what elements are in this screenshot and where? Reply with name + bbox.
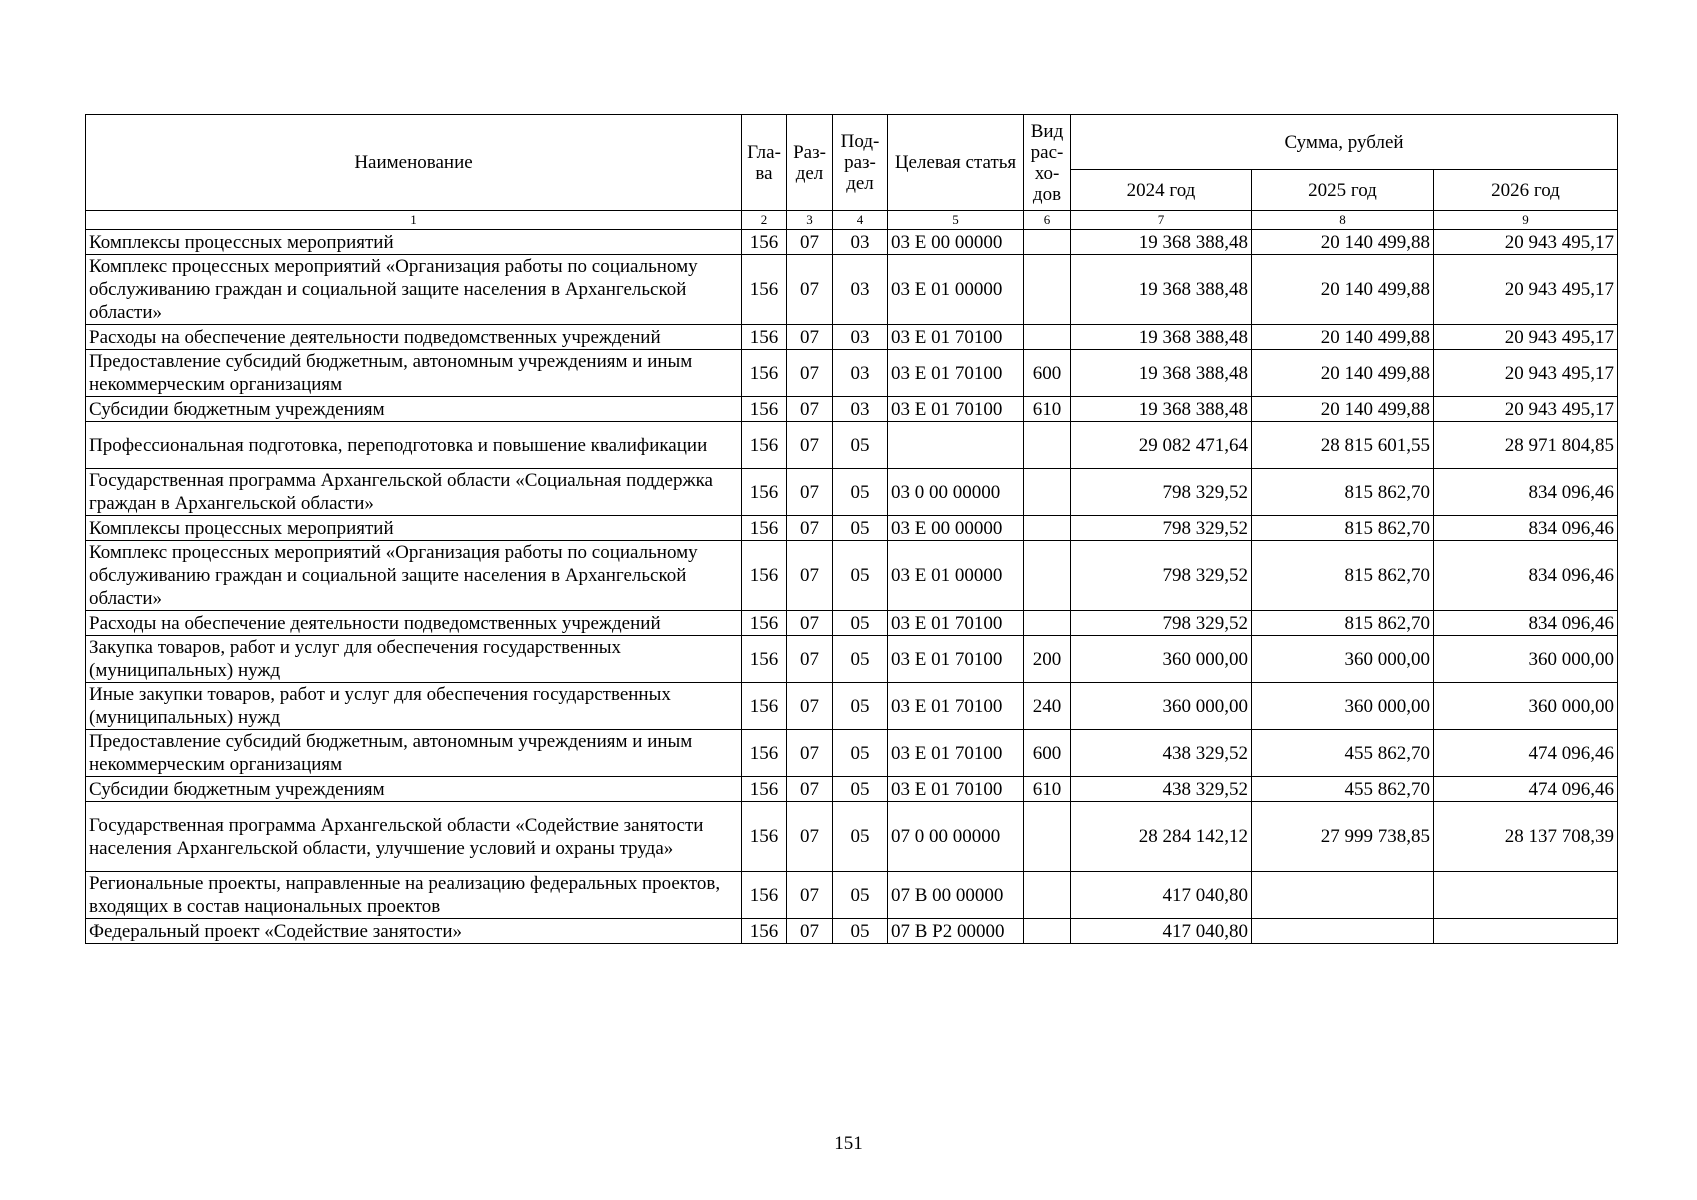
row-chapter: 156 — [742, 350, 787, 397]
column-number: 1 — [86, 211, 742, 230]
row-expense-type — [1024, 255, 1071, 325]
row-amount-2024: 19 368 388,48 — [1071, 325, 1252, 350]
row-amount-2026: 834 096,46 — [1434, 541, 1618, 611]
row-amount-2024: 19 368 388,48 — [1071, 230, 1252, 255]
row-section: 07 — [787, 919, 833, 944]
row-amount-2026: 28 971 804,85 — [1434, 422, 1618, 469]
row-amount-2025: 455 862,70 — [1252, 730, 1434, 777]
column-number: 3 — [787, 211, 833, 230]
row-target-article: 03 Е 01 70100 — [888, 683, 1024, 730]
row-name: Комплексы процессных мероприятий — [86, 230, 742, 255]
row-subsection: 05 — [833, 611, 888, 636]
row-amount-2026: 360 000,00 — [1434, 636, 1618, 683]
row-subsection: 03 — [833, 230, 888, 255]
row-name: Закупка товаров, работ и услуг для обеспечения государственных (муниципальных) нужд — [86, 636, 742, 683]
row-amount-2024: 798 329,52 — [1071, 611, 1252, 636]
table-row — [86, 919, 1618, 944]
row-target-article: 07 0 00 00000 — [888, 802, 1024, 872]
row-amount-2026: 20 943 495,17 — [1434, 397, 1618, 422]
row-amount-2024: 438 329,52 — [1071, 730, 1252, 777]
row-expense-type — [1024, 611, 1071, 636]
column-number: 5 — [888, 211, 1024, 230]
row-subsection: 03 — [833, 255, 888, 325]
row-name: Предоставление субсидий бюджетным, автономным учреждениям и иным некоммерческим организациям — [86, 730, 742, 777]
row-chapter: 156 — [742, 611, 787, 636]
row-amount-2026: 834 096,46 — [1434, 516, 1618, 541]
row-section: 07 — [787, 255, 833, 325]
row-amount-2024: 29 082 471,64 — [1071, 422, 1252, 469]
row-expense-type: 610 — [1024, 397, 1071, 422]
row-target-article: 03 Е 01 70100 — [888, 636, 1024, 683]
row-name: Субсидии бюджетным учреждениям — [86, 397, 742, 422]
column-number: 2 — [742, 211, 787, 230]
row-expense-type — [1024, 422, 1071, 469]
row-name: Региональные проекты, направленные на реализацию федеральных проектов, входящих в состав национальных проектов — [86, 872, 742, 919]
row-section: 07 — [787, 872, 833, 919]
table-row — [86, 516, 1618, 541]
row-name: Иные закупки товаров, работ и услуг для обеспечения государственных (муниципальных) нужд — [86, 683, 742, 730]
row-subsection: 03 — [833, 397, 888, 422]
row-chapter: 156 — [742, 469, 787, 516]
row-section: 07 — [787, 350, 833, 397]
row-expense-type — [1024, 230, 1071, 255]
row-expense-type — [1024, 872, 1071, 919]
row-amount-2026: 20 943 495,17 — [1434, 255, 1618, 325]
row-subsection: 03 — [833, 325, 888, 350]
row-subsection: 05 — [833, 516, 888, 541]
table-row — [86, 541, 1618, 611]
table-row — [86, 730, 1618, 777]
page-number: 151 — [834, 1133, 863, 1154]
header-year-2025: 2025 год — [1252, 170, 1434, 211]
row-amount-2026: 474 096,46 — [1434, 777, 1618, 802]
row-amount-2024: 360 000,00 — [1071, 636, 1252, 683]
row-section: 07 — [787, 422, 833, 469]
row-chapter: 156 — [742, 777, 787, 802]
table-row — [86, 397, 1618, 422]
row-amount-2026: 360 000,00 — [1434, 683, 1618, 730]
row-expense-type — [1024, 469, 1071, 516]
table-row — [86, 469, 1618, 516]
row-target-article: 07 В Р2 00000 — [888, 919, 1024, 944]
row-amount-2025 — [1252, 919, 1434, 944]
row-amount-2024: 417 040,80 — [1071, 872, 1252, 919]
row-chapter: 156 — [742, 422, 787, 469]
row-expense-type: 600 — [1024, 350, 1071, 397]
row-target-article: 03 Е 01 70100 — [888, 325, 1024, 350]
row-name: Комплексы процессных мероприятий — [86, 516, 742, 541]
row-target-article — [888, 422, 1024, 469]
row-amount-2025: 20 140 499,88 — [1252, 230, 1434, 255]
row-chapter: 156 — [742, 255, 787, 325]
budget-table — [85, 114, 1618, 944]
row-target-article: 03 Е 01 00000 — [888, 541, 1024, 611]
table-row — [86, 777, 1618, 802]
row-amount-2025 — [1252, 872, 1434, 919]
row-section: 07 — [787, 683, 833, 730]
row-amount-2024: 28 284 142,12 — [1071, 802, 1252, 872]
row-section: 07 — [787, 636, 833, 683]
table-row — [86, 683, 1618, 730]
row-section: 07 — [787, 541, 833, 611]
column-number: 4 — [833, 211, 888, 230]
header-target-article: Целевая статья — [888, 115, 1024, 211]
row-amount-2026 — [1434, 872, 1618, 919]
row-amount-2025: 815 862,70 — [1252, 611, 1434, 636]
row-name: Субсидии бюджетным учреждениям — [86, 777, 742, 802]
row-section: 07 — [787, 230, 833, 255]
row-section: 07 — [787, 397, 833, 422]
row-subsection: 05 — [833, 541, 888, 611]
row-amount-2026: 474 096,46 — [1434, 730, 1618, 777]
column-number-row — [86, 211, 1618, 230]
row-chapter: 156 — [742, 802, 787, 872]
row-name: Расходы на обеспечение деятельности подведомственных учреждений — [86, 325, 742, 350]
row-amount-2026: 28 137 708,39 — [1434, 802, 1618, 872]
row-name: Комплекс процессных мероприятий «Организация работы по социальному обслуживанию граждан и социальной защите населения в Архангельской области» — [86, 541, 742, 611]
column-number: 6 — [1024, 211, 1071, 230]
row-section: 07 — [787, 730, 833, 777]
row-target-article: 03 Е 01 70100 — [888, 350, 1024, 397]
row-amount-2025: 27 999 738,85 — [1252, 802, 1434, 872]
row-amount-2026 — [1434, 919, 1618, 944]
row-amount-2026: 20 943 495,17 — [1434, 350, 1618, 397]
table-row — [86, 802, 1618, 872]
header-subsection: Под-раз-дел — [833, 115, 888, 211]
column-number: 8 — [1252, 211, 1434, 230]
header-section: Раз-дел — [787, 115, 833, 211]
row-amount-2026: 20 943 495,17 — [1434, 230, 1618, 255]
row-chapter: 156 — [742, 872, 787, 919]
row-expense-type — [1024, 325, 1071, 350]
row-amount-2025: 20 140 499,88 — [1252, 350, 1434, 397]
table-row — [86, 611, 1618, 636]
row-target-article: 03 Е 01 00000 — [888, 255, 1024, 325]
row-chapter: 156 — [742, 636, 787, 683]
row-expense-type — [1024, 802, 1071, 872]
header-year-2026: 2026 год — [1434, 170, 1618, 211]
row-chapter: 156 — [742, 730, 787, 777]
row-section: 07 — [787, 516, 833, 541]
row-chapter: 156 — [742, 541, 787, 611]
row-target-article: 03 0 00 00000 — [888, 469, 1024, 516]
row-section: 07 — [787, 611, 833, 636]
row-amount-2026: 834 096,46 — [1434, 469, 1618, 516]
row-amount-2024: 19 368 388,48 — [1071, 397, 1252, 422]
row-target-article: 03 Е 00 00000 — [888, 230, 1024, 255]
row-target-article: 03 Е 01 70100 — [888, 730, 1024, 777]
row-amount-2025: 815 862,70 — [1252, 541, 1434, 611]
row-subsection: 05 — [833, 802, 888, 872]
row-section: 07 — [787, 802, 833, 872]
row-target-article: 03 Е 01 70100 — [888, 777, 1024, 802]
row-name: Профессиональная подготовка, переподготовка и повышение квалификации — [86, 422, 742, 469]
column-number: 9 — [1434, 211, 1618, 230]
row-expense-type — [1024, 919, 1071, 944]
row-section: 07 — [787, 777, 833, 802]
row-chapter: 156 — [742, 325, 787, 350]
row-amount-2025: 20 140 499,88 — [1252, 325, 1434, 350]
row-amount-2024: 798 329,52 — [1071, 469, 1252, 516]
row-subsection: 05 — [833, 777, 888, 802]
row-subsection: 05 — [833, 730, 888, 777]
row-target-article: 03 Е 01 70100 — [888, 611, 1024, 636]
row-chapter: 156 — [742, 683, 787, 730]
row-amount-2024: 798 329,52 — [1071, 541, 1252, 611]
row-expense-type: 200 — [1024, 636, 1071, 683]
row-subsection: 05 — [833, 872, 888, 919]
table-row — [86, 636, 1618, 683]
table-row — [86, 872, 1618, 919]
table-row — [86, 255, 1618, 325]
row-target-article: 03 Е 01 70100 — [888, 397, 1024, 422]
row-name: Федеральный проект «Содействие занятости» — [86, 919, 742, 944]
row-expense-type — [1024, 516, 1071, 541]
table-row — [86, 422, 1618, 469]
row-name: Расходы на обеспечение деятельности подведомственных учреждений — [86, 611, 742, 636]
column-number: 7 — [1071, 211, 1252, 230]
row-section: 07 — [787, 325, 833, 350]
header-sum: Сумма, рублей — [1071, 115, 1618, 170]
row-expense-type: 240 — [1024, 683, 1071, 730]
row-subsection: 05 — [833, 636, 888, 683]
row-subsection: 05 — [833, 469, 888, 516]
row-subsection: 05 — [833, 422, 888, 469]
row-expense-type — [1024, 541, 1071, 611]
row-name: Предоставление субсидий бюджетным, автономным учреждениям и иным некоммерческим организациям — [86, 350, 742, 397]
row-amount-2025: 455 862,70 — [1252, 777, 1434, 802]
row-chapter: 156 — [742, 230, 787, 255]
row-amount-2024: 798 329,52 — [1071, 516, 1252, 541]
row-amount-2025: 815 862,70 — [1252, 516, 1434, 541]
row-name: Государственная программа Архангельской области «Социальная поддержка граждан в Архангельской области» — [86, 469, 742, 516]
header-chapter: Гла-ва — [742, 115, 787, 211]
row-target-article: 07 В 00 00000 — [888, 872, 1024, 919]
row-name: Государственная программа Архангельской области «Содействие занятости населения Архангельской области, улучшение условий и охраны труда» — [86, 802, 742, 872]
row-amount-2024: 360 000,00 — [1071, 683, 1252, 730]
row-subsection: 05 — [833, 919, 888, 944]
row-chapter: 156 — [742, 397, 787, 422]
row-amount-2025: 360 000,00 — [1252, 636, 1434, 683]
row-amount-2025: 815 862,70 — [1252, 469, 1434, 516]
row-subsection: 05 — [833, 683, 888, 730]
row-amount-2024: 19 368 388,48 — [1071, 350, 1252, 397]
row-amount-2025: 20 140 499,88 — [1252, 397, 1434, 422]
row-section: 07 — [787, 469, 833, 516]
table-row — [86, 230, 1618, 255]
row-target-article: 03 Е 00 00000 — [888, 516, 1024, 541]
row-amount-2024: 19 368 388,48 — [1071, 255, 1252, 325]
row-amount-2026: 834 096,46 — [1434, 611, 1618, 636]
row-subsection: 03 — [833, 350, 888, 397]
row-amount-2024: 438 329,52 — [1071, 777, 1252, 802]
table-row — [86, 325, 1618, 350]
row-expense-type: 610 — [1024, 777, 1071, 802]
table-row — [86, 350, 1618, 397]
header-name: Наименование — [86, 115, 742, 211]
row-name: Комплекс процессных мероприятий «Организация работы по социальному обслуживанию граждан и социальной защите населения в Архангельской области» — [86, 255, 742, 325]
row-chapter: 156 — [742, 919, 787, 944]
row-amount-2025: 360 000,00 — [1252, 683, 1434, 730]
row-chapter: 156 — [742, 516, 787, 541]
row-amount-2026: 20 943 495,17 — [1434, 325, 1618, 350]
header-expense-type: Вид рас-хо-дов — [1024, 115, 1071, 211]
header-year-2024: 2024 год — [1071, 170, 1252, 211]
row-amount-2025: 28 815 601,55 — [1252, 422, 1434, 469]
row-expense-type: 600 — [1024, 730, 1071, 777]
row-amount-2025: 20 140 499,88 — [1252, 255, 1434, 325]
row-amount-2024: 417 040,80 — [1071, 919, 1252, 944]
